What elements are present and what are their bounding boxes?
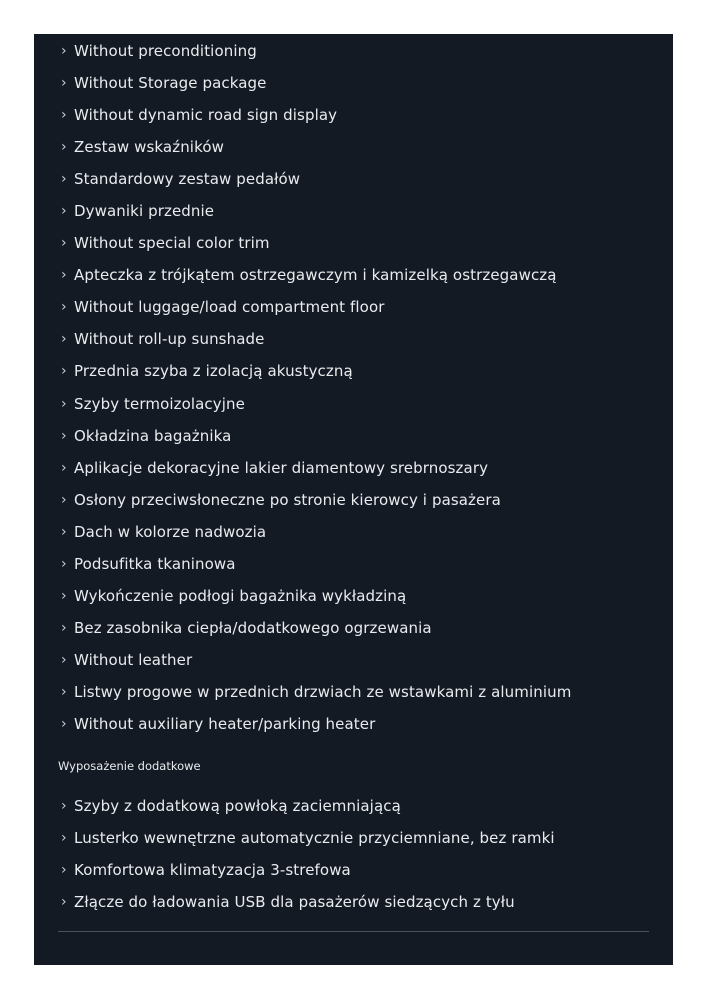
list-item-label: Dywaniki przednie (74, 202, 215, 221)
list-item (34, 163, 673, 195)
list-item-label: Zestaw wskaźników (74, 138, 224, 157)
list-item (34, 822, 673, 854)
chevron-right-icon: › (61, 171, 67, 188)
list-item-label: Bez zasobnika ciepła/dodatkowego ogrzewania (74, 618, 432, 637)
list-item (34, 355, 673, 387)
list-item-label: Komfortowa klimatyzacja 3-strefowa (74, 861, 351, 880)
chevron-right-icon: › (61, 862, 67, 879)
equipment-list (34, 35, 673, 740)
chevron-right-icon: › (61, 491, 67, 508)
list-item-label: Szyby z dodatkową powłoką zaciemniającą (74, 797, 401, 816)
list-item-label: Aplikacje dekoracyjne lakier diamentowy srebrnoszary (74, 458, 489, 477)
chevron-right-icon: › (61, 523, 67, 540)
list-item-label: Without leather (74, 650, 193, 669)
list-item-label: Apteczka z trójkątem ostrzegawczym i kamizelką ostrzegawczą (74, 266, 557, 285)
list-item (34, 676, 673, 708)
list-item-label: Szyby termoizolacyjne (74, 394, 245, 413)
chevron-right-icon: › (61, 139, 67, 156)
list-item (34, 131, 673, 163)
list-item-label: Without dynamic road sign display (74, 106, 338, 125)
chevron-right-icon: › (61, 716, 67, 732)
list-item-label: Wykończenie podłogi bagażnika wykładziną (74, 586, 407, 605)
chevron-right-icon: › (61, 798, 67, 815)
chevron-right-icon: › (61, 395, 67, 412)
chevron-right-icon: › (61, 619, 67, 636)
chevron-right-icon: › (61, 331, 67, 348)
list-item-label: Listwy progowe w przednich drzwiach ze wstawkami z aluminium (74, 682, 572, 701)
list-item-label: Dach w kolorze nadwozia (74, 522, 267, 541)
list-item-label: Przednia szyba z izolacją akustyczną (74, 362, 353, 381)
list-item (34, 644, 673, 676)
list-item (34, 708, 673, 740)
chevron-right-icon: › (61, 651, 67, 668)
list-item (34, 388, 673, 420)
list-item-label: Podsufitka tkaninowa (74, 554, 236, 573)
list-item (34, 790, 673, 822)
chevron-right-icon: › (61, 203, 67, 220)
list-item (34, 35, 673, 67)
chevron-right-icon: › (61, 459, 67, 476)
list-item (34, 420, 673, 452)
list-item (34, 516, 673, 548)
chevron-right-icon: › (61, 555, 67, 572)
chevron-right-icon: › (61, 299, 67, 316)
equipment-panel (34, 34, 673, 965)
list-item (34, 195, 673, 227)
chevron-right-icon: › (61, 427, 67, 444)
list-item (34, 323, 673, 355)
watermark-logo: otomoto (6, 973, 71, 991)
list-item-label: Złącze do ładowania USB dla pasażerów siedzących z tyłu (74, 893, 515, 912)
chevron-right-icon: › (61, 235, 67, 252)
chevron-right-icon: › (61, 107, 67, 124)
chevron-right-icon: › (61, 894, 67, 911)
list-item-label: Lusterko wewnętrzne automatycznie przyciemniane, bez ramki (74, 829, 555, 848)
chevron-right-icon: › (61, 267, 67, 284)
list-item (34, 484, 673, 516)
list-item-label: Without Storage package (74, 74, 267, 93)
list-item-label: Osłony przeciwsłoneczne po stronie kierowcy i pasażera (74, 490, 501, 509)
list-item (34, 548, 673, 580)
chevron-right-icon: › (61, 830, 67, 847)
divider (58, 931, 649, 932)
additional-equipment-heading: Wyposażenie dodatkowe (58, 759, 201, 773)
list-item (34, 99, 673, 131)
list-item-label: Okładzina bagażnika (74, 426, 232, 445)
list-item-label: Without roll-up sunshade (74, 330, 265, 349)
list-item (34, 886, 673, 918)
list-item-label: Without preconditioning (74, 42, 257, 61)
list-item-label: Without auxiliary heater/parking heater (74, 715, 376, 733)
list-item (34, 580, 673, 612)
list-item (34, 227, 673, 259)
list-item-label: Without luggage/load compartment floor (74, 298, 385, 317)
list-item (34, 259, 673, 291)
list-item-label: Standardowy zestaw pedałów (74, 170, 301, 189)
list-item (34, 291, 673, 323)
list-item-label: Without special color trim (74, 234, 270, 253)
list-item (34, 67, 673, 99)
list-item (34, 612, 673, 644)
chevron-right-icon: › (61, 75, 67, 92)
chevron-right-icon: › (61, 587, 67, 604)
chevron-right-icon: › (61, 683, 67, 700)
chevron-right-icon: › (61, 43, 67, 60)
additional-equipment-list (34, 790, 673, 918)
list-item (34, 452, 673, 484)
chevron-right-icon: › (61, 363, 67, 380)
list-item (34, 854, 673, 886)
